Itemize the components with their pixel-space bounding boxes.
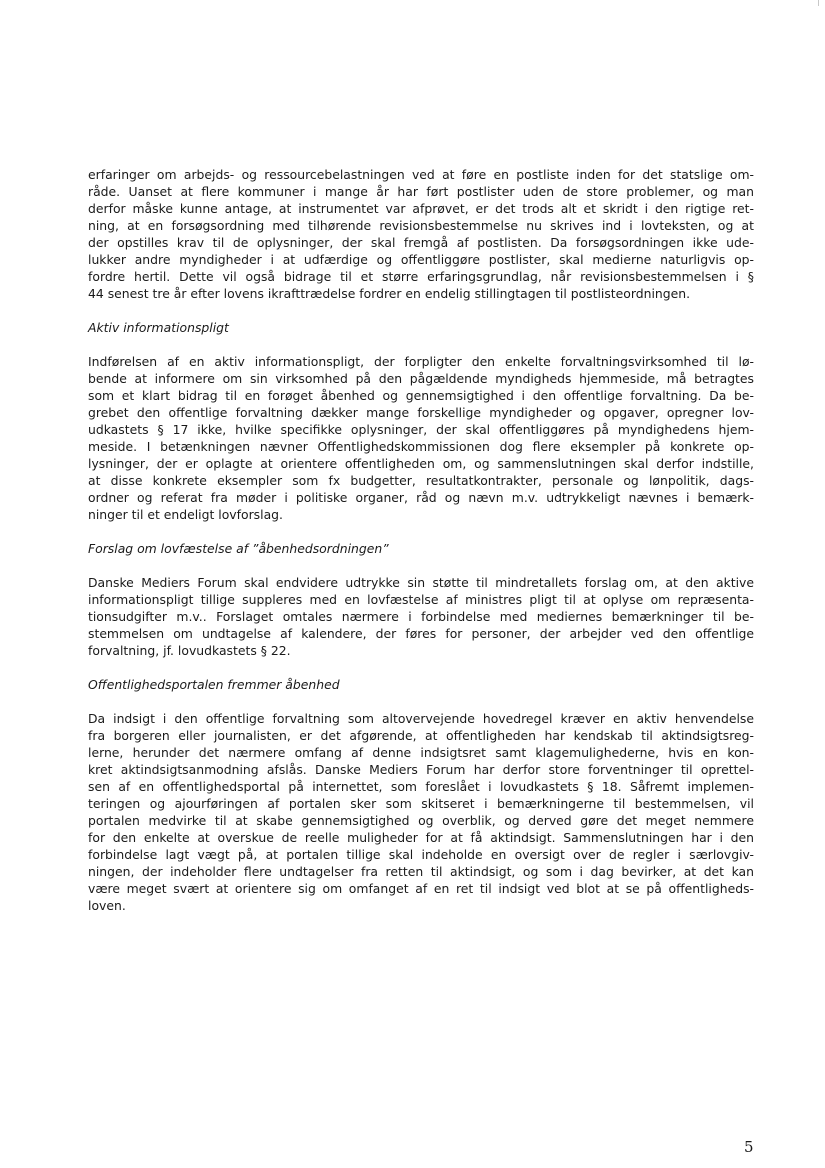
body-paragraph [88,166,754,302]
page-corner-mark [818,0,819,6]
text-line: informationspligt tillige suppleres med en lovfæstelse af ministres pligt til at oplyse om repræsenta- [88,592,754,607]
text-line: være meget svært at orientere sig om omfanget af en ret til indsigt ved blot at se på offentligheds- [88,881,754,896]
text-line: ordner og referat fra møder i politiske organer, råd og nævn m.v. udtrykkeligt nævnes i bemærk- [88,490,754,505]
text-line: grebet den offentlige forvaltning dækker mange forskellige myndigheder og opgaver, opregner lov- [88,405,754,420]
text-line: fordre hertil. Dette vil også bidrage til et større erfaringsgrundlag, når revisionsbestemmelsen i § [88,269,754,284]
text-line: kret aktindsigtsanmodning afslås. Danske Mediers Forum har derfor store forventninger til oprettel- [88,762,754,777]
text-line: som et klart bidrag til en forøget åbenhed og gennemsigtighed i den offentlige forvaltning. Da be- [88,388,754,403]
page-number: 5 [744,1138,754,1156]
text-line: der opstilles krav til de oplysninger, der skal fremgå af postlisten. Da forsøgsordningen ikke ude- [88,235,754,250]
text-line: derfor måske kunne antage, at instrumentet var afprøvet, er det trods alt et skridt i den rigtige ret- [88,201,754,216]
body-paragraph [88,574,754,659]
text-line: Danske Mediers Forum skal endvidere udtrykke sin støtte til mindretallets forslag om, at den aktive [88,575,754,590]
text-line: meside. I betænkningen nævner Offentlighedskommissionen dog flere eksempler på konkrete op- [88,439,754,454]
text-line: Indførelsen af en aktiv informationspligt, der forpligter den enkelte forvaltningsvirksomhed til lø- [88,354,754,369]
document-body [88,166,754,931]
text-line: råde. Uanset at flere kommuner i mange år har ført postlister uden de store problemer, og man [88,184,754,199]
text-line: for den enkelte at overskue de reelle muligheder for at få aktindsigt. Sammenslutningen har i den [88,830,754,845]
section-heading: Aktiv informationspligt [88,320,229,335]
text-line: Da indsigt i den offentlige forvaltning som altovervejende hovedregel kræver en aktiv henvendelse [88,711,754,726]
text-line: stemmelsen om undtagelse af kalendere, der føres for personer, der arbejder ved den offentlige [88,626,754,641]
section-heading: Offentlighedsportalen fremmer åbenhed [88,677,340,692]
text-line: sen af en offentlighedsportal på internettet, som foreslået i lovudkastets § 18. Såfremt implemen- [88,779,754,794]
body-paragraph [88,353,754,523]
text-line: bende at informere om sin virksomhed på den pågældende myndigheds hjemmeside, må betragtes [88,371,754,386]
text-line: tionsudgifter m.v.. Forslaget omtales nærmere i forbindelse med mediernes bemærkninger til be- [88,609,754,624]
section-heading: Forslag om lovfæstelse af ”åbenhedsordningen” [88,541,389,556]
text-line: ninger til et endeligt lovforslag. [88,507,283,522]
text-line: ning, at en forsøgsordning med tilhørende revisionsbestemmelse nu skrives ind i lovteksten, og at [88,218,754,233]
text-line: forbindelse lagt vægt på, at portalen tillige skal indeholde en oversigt over de regler i særlovgiv- [88,847,754,862]
text-line: erfaringer om arbejds- og ressourcebelastningen ved at føre en postliste inden for det statslige om- [88,167,754,182]
text-line: udkastets § 17 ikke, hvilke specifikke oplysninger, der skal offentliggøres på myndighedens hjem- [88,422,754,437]
text-line: forvaltning, jf. lovudkastets § 22. [88,643,291,658]
text-line: lukker andre myndigheder i at udfærdige og offentliggøre postlister, skal medierne naturligvis op- [88,252,754,267]
text-line: lysninger, der er oplagte at orientere offentligheden om, og sammenslutningen skal derfor indstille, [88,456,754,471]
body-paragraph [88,710,754,914]
text-line: fra borgeren eller journalisten, er det afgørende, at offentligheden har kendskab til aktindsigtsreg- [88,728,754,743]
text-line: lerne, herunder det nærmere omfang af denne indsigtsret samt klagemulighederne, hvis en kon- [88,745,754,760]
text-line: 44 senest tre år efter lovens ikrafttrædelse fordrer en endelig stillingtagen til postlisteordningen. [88,286,691,301]
text-line: ningen, der indeholder flere undtagelser fra retten til aktindsigt, og som i dag bevirker, at det kan [88,864,754,879]
text-line: at disse konkrete eksempler som fx budgetter, resultatkontrakter, personale og lønpolitik, dags- [88,473,754,488]
text-line: teringen og ajourføringen af portalen sker som skitseret i bemærkningerne til bestemmelsen, vil [88,796,754,811]
text-line: portalen medvirke til at skabe gennemsigtighed og overblik, og derved gøre det meget nemmere [88,813,754,828]
text-line: loven. [88,898,126,913]
